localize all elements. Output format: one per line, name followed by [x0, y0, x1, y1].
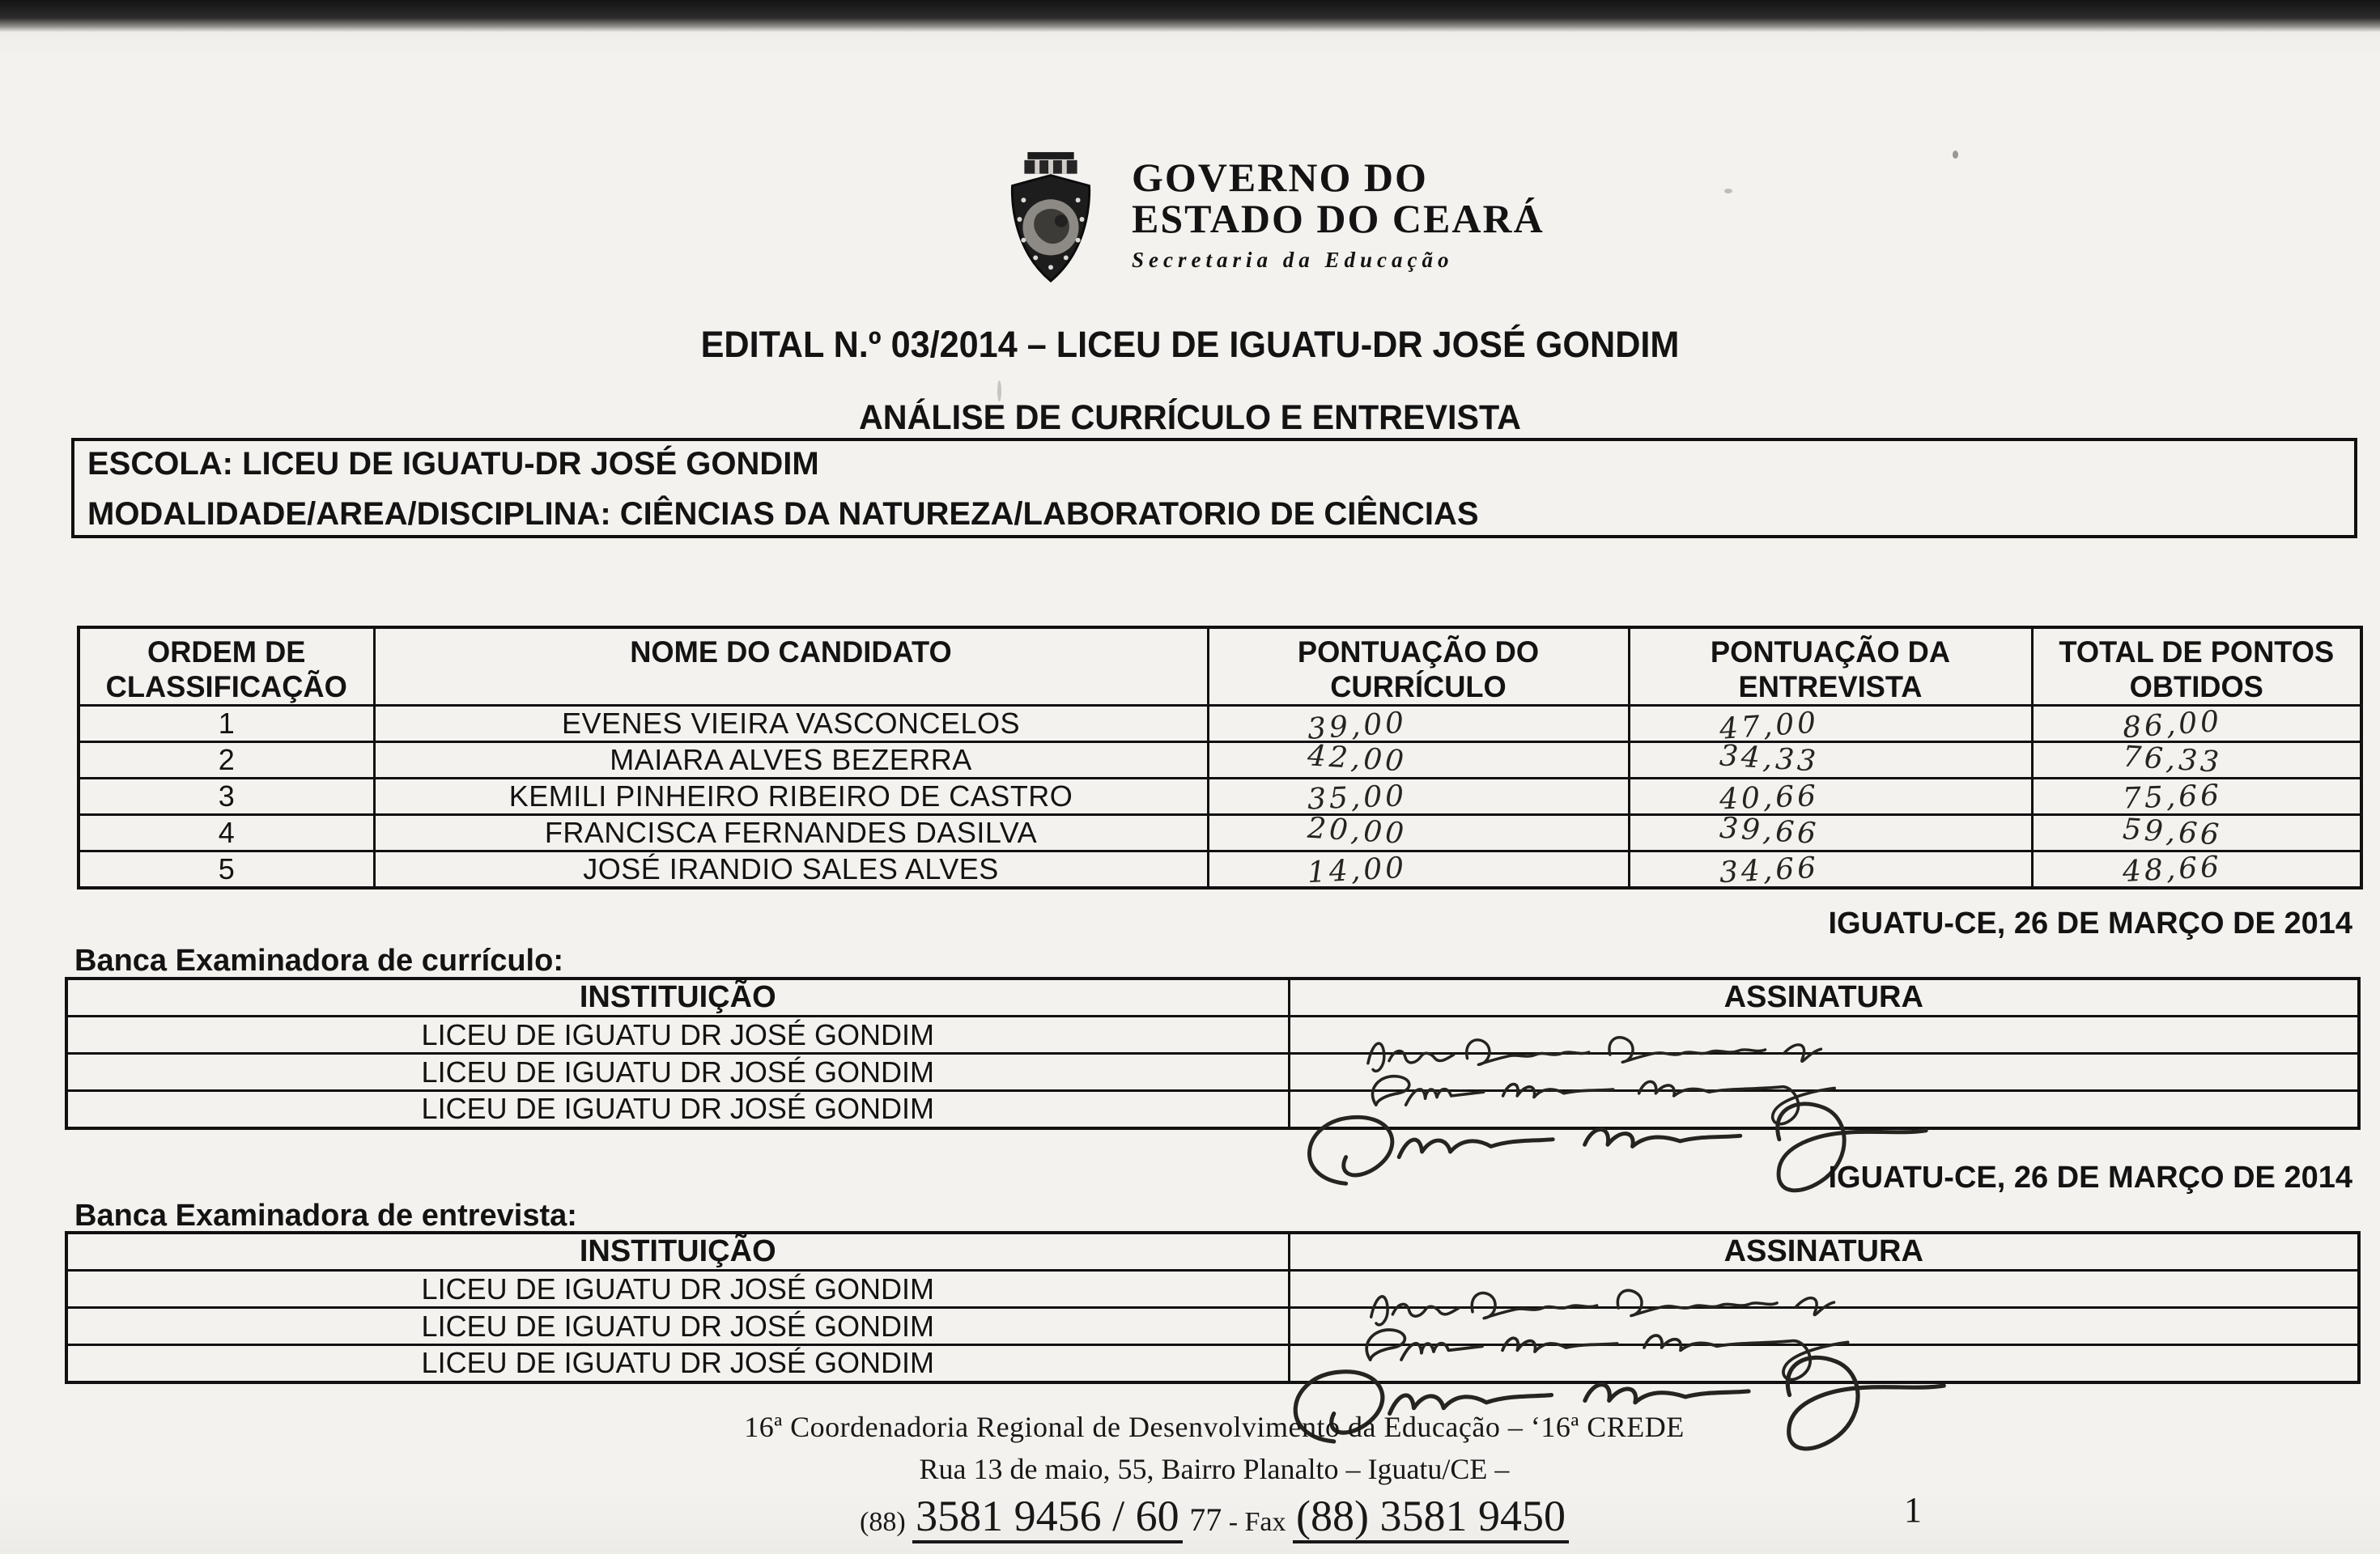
government-logo [997, 151, 1545, 287]
banca-row [66, 1091, 2359, 1128]
curriculo-score-cell: 35,00 [1208, 775, 1630, 818]
rank-cell: 4 [79, 815, 374, 851]
candidate-name-cell: MAIARA ALVES BEZERRA [374, 742, 1208, 779]
school-info-box [71, 438, 2357, 538]
header-curriculo: PONTUAÇÃO DO CURRÍCULO [1212, 627, 1625, 706]
scan-speck [1953, 151, 1958, 159]
logo-subtitle: Secretaria da Educação [1132, 248, 1454, 272]
curriculo-score-cell: 20,00 [1207, 808, 1629, 859]
curriculo-score-cell: 14,00 [1208, 846, 1630, 894]
candidate-name-cell: KEMILI PINHEIRO RIBEIRO DE CASTRO [374, 779, 1208, 815]
institution-cell: LICEU DE IGUATU DR JOSÉ GONDIM [66, 1308, 1289, 1345]
header-entrevista: PONTUAÇÃO DA ENTREVISTA [1633, 627, 2028, 706]
candidate-row [79, 815, 2361, 851]
entrevista-score-cell: 34,33 [1628, 737, 2032, 783]
ceara-coat-of-arms-icon [997, 151, 1104, 287]
header-instituicao: INSTITUIÇÃO [66, 979, 1289, 1017]
entrevista-score-cell: 40,66 [1629, 775, 2033, 818]
footer-phone-line [65, 1491, 2364, 1541]
page-title: EDITAL N.º 03/2014 – LICEU DE IGUATU-DR JOSÉ GONDIM [700, 324, 1680, 365]
school-name-line: ESCOLA: LICEU DE IGUATU-DR JOSÉ GONDIM [87, 446, 819, 482]
curriculo-score-cell: 42,00 [1208, 737, 1630, 784]
header-nome: NOME DO CANDIDATO [382, 627, 1199, 706]
banca-entrevista-table [65, 1231, 2361, 1384]
results-table [77, 626, 2363, 890]
institution-cell: LICEU DE IGUATU DR JOSÉ GONDIM [66, 1271, 1289, 1308]
total-score-cell: 59,66 [2031, 809, 2361, 857]
school-modality-line: MODALIDADE/AREA/DISCIPLINA: CIÊNCIAS DA NATUREZA/LABORATORIO DE CIÊNCIAS [87, 496, 1479, 532]
banca-row [66, 1271, 2359, 1308]
candidate-row [79, 742, 2361, 779]
page-number: 1 [1904, 1490, 1922, 1530]
header-instituicao: INSTITUIÇÃO [66, 1233, 1289, 1271]
results-header-row [79, 627, 2361, 706]
signature-cell [1289, 1017, 2359, 1054]
page-subtitle: ANÁLISE DE CURRÍCULO E ENTREVISTA [858, 398, 1522, 437]
scanner-edge-band [0, 0, 2380, 32]
logo-text-line1: GOVERNO DO [1132, 155, 1428, 200]
candidate-name-cell: EVENES VIEIRA VASCONCELOS [374, 706, 1208, 742]
header-ordem: ORDEM DE CLASSIFICAÇÃO [82, 627, 372, 706]
signature-cell [1289, 1271, 2359, 1308]
total-score-cell: 76,33 [2031, 737, 2361, 783]
banca-curriculo-label: Banca Examinadora de currículo: [74, 944, 563, 978]
entrevista-score-cell: 39,66 [1628, 808, 2032, 858]
date-line-curriculo: IGUATU-CE, 26 DE MARÇO DE 2014 [1828, 906, 2352, 940]
phone-suffix: 77 [1189, 1501, 1222, 1538]
header-assinatura: ASSINATURA [1289, 1233, 2359, 1271]
scan-speck [1724, 189, 1732, 193]
entrevista-score-cell: 47,00 [1628, 698, 2032, 749]
banca-row [66, 1308, 2359, 1345]
signature-cell [1289, 1345, 2359, 1382]
candidate-name-cell: JOSÉ IRANDIO SALES ALVES [374, 851, 1208, 888]
signature-cell [1289, 1054, 2359, 1091]
fax-number: (88) 3581 9450 [1293, 1492, 1569, 1543]
rank-cell: 3 [79, 779, 374, 815]
signature-cell [1289, 1091, 2359, 1128]
banca-row [66, 1345, 2359, 1382]
fax-label: - Fax [1228, 1507, 1286, 1537]
total-score-cell: 86,00 [2031, 700, 2361, 748]
header-assinatura: ASSINATURA [1289, 979, 2359, 1017]
banca-row [66, 1054, 2359, 1091]
rank-cell: 2 [79, 742, 374, 779]
phone-number: 3581 9456 / 60 [912, 1492, 1183, 1543]
candidate-row [79, 851, 2361, 888]
entrevista-score-cell: 34,66 [1628, 846, 2032, 893]
footer [65, 1410, 2364, 1541]
banca-entrevista-label: Banca Examinadora de entrevista: [74, 1199, 577, 1233]
banca-curriculo-table [65, 977, 2361, 1130]
institution-cell: LICEU DE IGUATU DR JOSÉ GONDIM [66, 1054, 1289, 1091]
rank-cell: 1 [79, 706, 374, 742]
total-score-cell: 75,66 [2032, 775, 2362, 817]
banca-row [66, 1017, 2359, 1054]
header-total: TOTAL DE PONTOS OBTIDOS [2035, 627, 2358, 706]
footer-org-line: 16ª Coordenadoria Regional de Desenvolvimento da Educação – ‘16ª CREDE [744, 1411, 1685, 1443]
phone-prefix: (88) [860, 1507, 906, 1537]
date-line-entrevista: IGUATU-CE, 26 DE MARÇO DE 2014 [1828, 1161, 2352, 1195]
institution-cell: LICEU DE IGUATU DR JOSÉ GONDIM [66, 1017, 1289, 1054]
rank-cell: 5 [79, 851, 374, 888]
footer-address-line: Rua 13 de maio, 55, Bairro Planalto – Iguatu/CE – [919, 1453, 1510, 1485]
total-score-cell: 48,66 [2031, 847, 2361, 892]
institution-cell: LICEU DE IGUATU DR JOSÉ GONDIM [66, 1091, 1289, 1128]
institution-cell: LICEU DE IGUATU DR JOSÉ GONDIM [66, 1345, 1289, 1382]
logo-text-line2: ESTADO DO CEARÁ [1132, 196, 1545, 241]
signature-cell [1289, 1308, 2359, 1345]
curriculo-score-cell: 39,00 [1207, 698, 1629, 749]
candidate-name-cell: FRANCISCA FERNANDES DASILVA [374, 815, 1208, 851]
